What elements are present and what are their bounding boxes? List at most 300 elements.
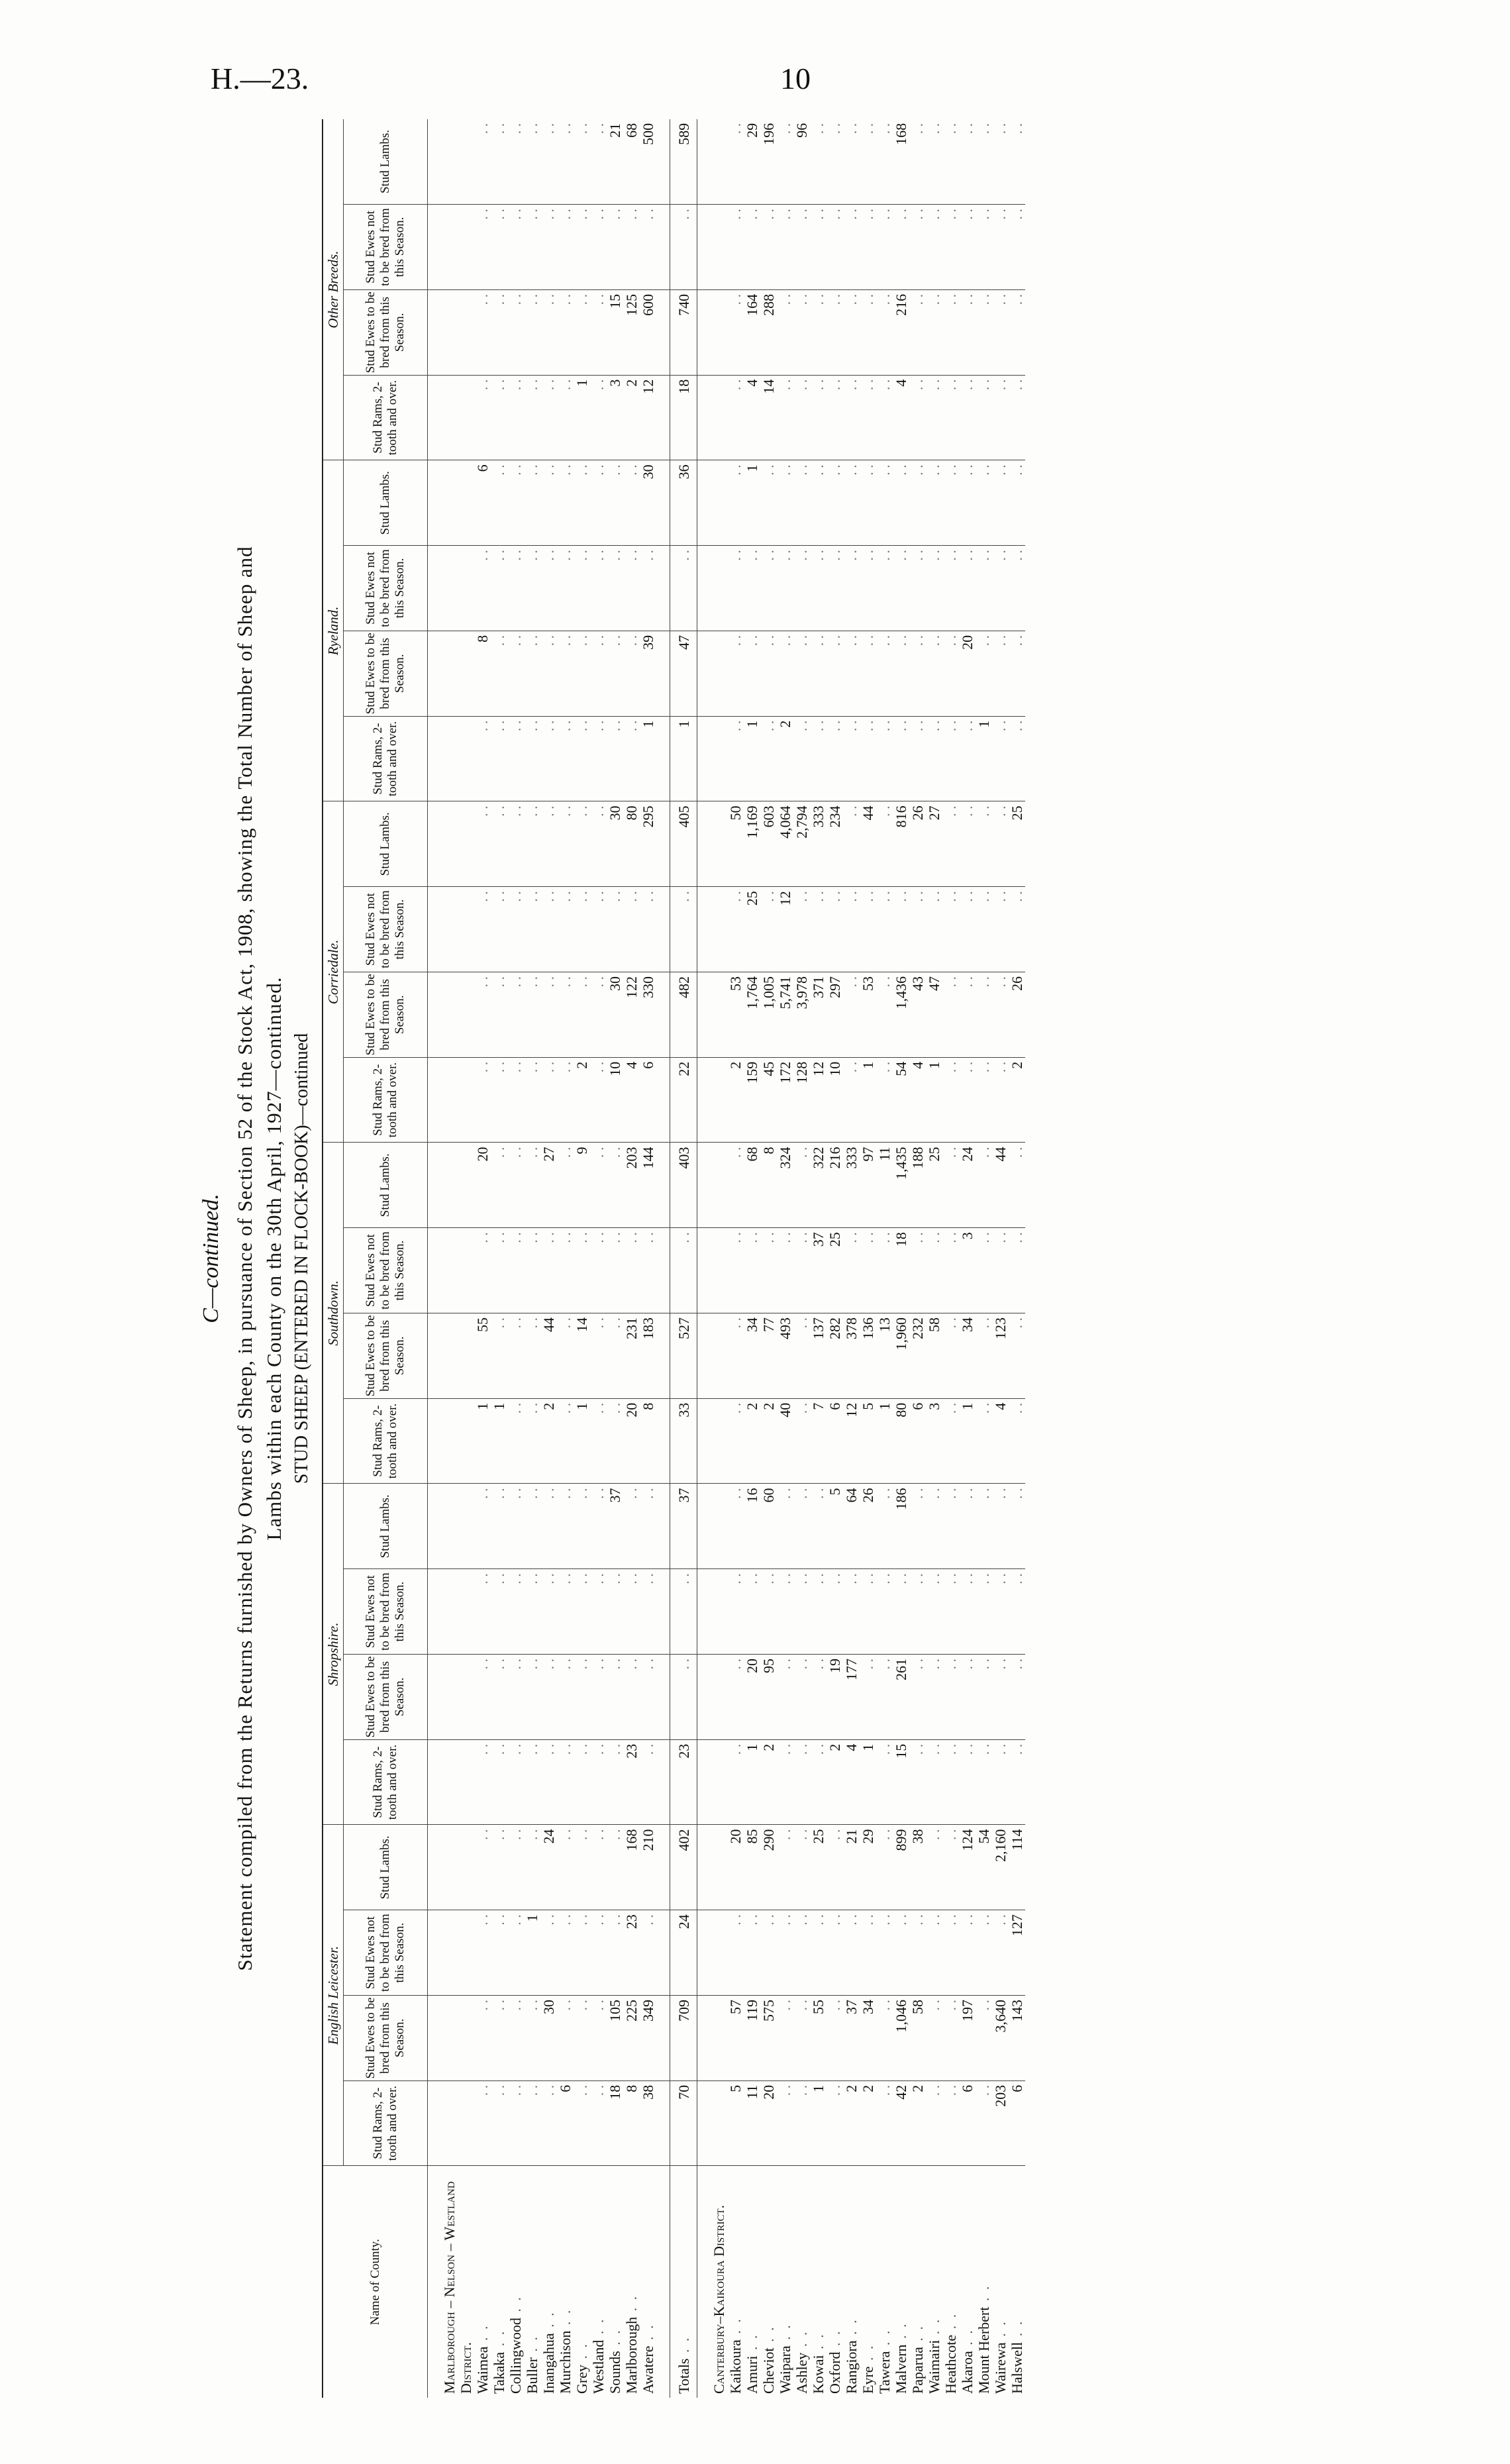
table-cell: . . [876, 460, 893, 546]
table-cell: 13 [876, 1313, 893, 1398]
county-name: Heathcote [942, 2334, 959, 2394]
table-cell: . . [860, 119, 876, 205]
table-cell: . . [760, 716, 777, 801]
table-cell: . . [909, 1654, 926, 1739]
table-cell: 30 [540, 1996, 557, 2081]
table-cell: . . [744, 205, 760, 290]
table-cell: 30 [607, 972, 623, 1057]
table-cell: 25 [926, 1143, 942, 1228]
table-cell: 18 [607, 2080, 623, 2166]
table-cell: . . [1009, 1739, 1025, 1825]
table-cell: . . [810, 375, 827, 460]
table-cell: 295 [640, 801, 656, 887]
table-cell: . . [727, 119, 744, 205]
table-cell: . . [992, 460, 1009, 546]
table-cell: 288 [760, 289, 777, 375]
table-cell: . . [590, 887, 607, 972]
table-cell: 2 [843, 2080, 860, 2166]
table-cell: . . [557, 1398, 574, 1484]
table-cell: . . [942, 887, 959, 972]
table-cell: . . [524, 2080, 540, 2166]
table-cell: . . [827, 716, 843, 801]
table-cell: 39 [640, 631, 656, 716]
table-cell: . . [793, 1569, 810, 1655]
table-cell: . . [926, 1910, 942, 1996]
table-cell: 23 [623, 1910, 640, 1996]
table-cell: . . [827, 460, 843, 546]
table-cell: . . [491, 1910, 507, 1996]
table-cell: 2,794 [793, 801, 810, 887]
table-cell: . . [1009, 887, 1025, 972]
table-cell: . . [959, 375, 976, 460]
table-cell: . . [540, 375, 557, 460]
table-row: Takaka . . . . . . . . . . . . . . . . . . 1 . . . . . . . . . . . . . . . . . . . . . . . . . . . . . . [491, 119, 507, 2398]
table-cell: 44 [860, 801, 876, 887]
county-name: Grey [574, 2365, 590, 2394]
table-cell: . . [557, 1057, 574, 1143]
table-cell: . . [540, 631, 557, 716]
table-cell: 60 [760, 1484, 777, 1569]
table-cell: . . [793, 1654, 810, 1739]
table-cell: . . [540, 1057, 557, 1143]
table-cell: . . [607, 1569, 623, 1655]
table-cell: . . [777, 631, 793, 716]
table-row: Westland . . . . . . . . . . . . . . . . . . . . . . . . . . . . . . . . . . . . . . . . . . . . . . . . . . [590, 119, 607, 2398]
county-name: Collingwood [507, 2318, 524, 2394]
table-cell: . . [827, 289, 843, 375]
table-cell: 7 [810, 1398, 827, 1484]
table-cell: . . [992, 205, 1009, 290]
table-cell: 54 [976, 1825, 992, 1910]
table-cell: . . [942, 1484, 959, 1569]
table-cell: 1 [640, 716, 656, 801]
table-cell: . . [607, 1313, 623, 1398]
table-cell: 1,005 [760, 972, 777, 1057]
table-cell: . . [574, 972, 590, 1057]
table-cell: . . [574, 1996, 590, 2081]
table-cell: . . [507, 289, 524, 375]
table-cell: . . [926, 1228, 942, 1313]
table-cell: . . [860, 205, 876, 290]
table-cell: . . [992, 1057, 1009, 1143]
table-cell: . . [574, 887, 590, 972]
table-cell: . . [843, 631, 860, 716]
table-cell: 322 [810, 1143, 827, 1228]
county-name: Ashley [793, 2352, 810, 2394]
table-cell: 16 [744, 1484, 760, 1569]
table-cell: . . [942, 2080, 959, 2166]
subcolumn-header: Stud Ewes to be bred from this Season. [344, 289, 428, 375]
table-cell: . . [640, 1484, 656, 1569]
table-cell: . . [843, 1228, 860, 1313]
district-heading: Canterbury–Kaikoura District. [711, 2204, 727, 2394]
table-cell: . . [760, 205, 777, 290]
table-cell: 816 [893, 801, 909, 887]
table-cell: . . [1009, 1654, 1025, 1739]
table-cell: 54 [893, 1057, 909, 1143]
table-cell: . . [942, 119, 959, 205]
table-cell: . . [623, 205, 640, 290]
table-cell: 1,435 [893, 1143, 909, 1228]
table-cell: 210 [640, 1825, 656, 1910]
table-cell: 20 [744, 1654, 760, 1739]
table-cell: . . [623, 887, 640, 972]
table-cell: 3 [607, 375, 623, 460]
table-cell: 47 [926, 972, 942, 1057]
table-cell: . . [557, 546, 574, 631]
table-cell: 2 [623, 375, 640, 460]
table-cell: . . [590, 1313, 607, 1398]
table-cell: 14 [574, 1313, 590, 1398]
table-cell: . . [827, 2080, 843, 2166]
table-cell: . . [876, 205, 893, 290]
table-cell: . . [810, 289, 827, 375]
table-cell: . . [623, 716, 640, 801]
table-cell: 85 [744, 1825, 760, 1910]
county-name: Murchison [557, 2330, 574, 2394]
table-row: Grey . . . . . . . . . . . . . . . . . . 1 14 . . 9 2 . . . . . . . . . . . . . . 1 . . . . . . [574, 119, 590, 2398]
table-cell: . . [876, 801, 893, 887]
table-cell: . . [876, 887, 893, 972]
table-cell: 172 [777, 1057, 793, 1143]
table-cell: 136 [860, 1313, 876, 1398]
table-cell: . . [524, 1825, 540, 1910]
table-cell: . . [843, 801, 860, 887]
table-cell: . . [607, 631, 623, 716]
table-cell: . . [793, 2080, 810, 2166]
table-cell: . . [557, 801, 574, 887]
table-cell: . . [827, 375, 843, 460]
table-cell: . . [507, 546, 524, 631]
table-cell: . . [926, 1654, 942, 1739]
table-cell: 29 [860, 1825, 876, 1910]
table-cell: 1 [860, 1057, 876, 1143]
table-row: Paparua . . 2 58 . . 38 . . . . . . . . 6 232 . . 188 4 43 . . 26 . . . . . . . . . . . . . . . . [909, 119, 926, 2398]
table-cell: 10 [827, 1057, 843, 1143]
table-cell: 8 [760, 1143, 777, 1228]
table-cell: . . [793, 289, 810, 375]
table-cell: 38 [909, 1825, 926, 1910]
table-cell: . . [540, 205, 557, 290]
table-cell: 493 [777, 1313, 793, 1398]
table-cell: . . [491, 1739, 507, 1825]
table-cell: . . [777, 1996, 793, 2081]
table-cell: . . [623, 546, 640, 631]
subcolumn-header: Stud Rams, 2-tooth and over. [344, 2080, 428, 2166]
subcolumn-header: Stud Ewes to be bred from this Season. [344, 1313, 428, 1398]
table-cell: . . [843, 1910, 860, 1996]
table-cell: . . [959, 1654, 976, 1739]
table-cell: 216 [827, 1143, 843, 1228]
table-cell: 58 [926, 1313, 942, 1398]
table-cell: . . [557, 1143, 574, 1228]
table-cell: . . [942, 631, 959, 716]
table-cell: . . [760, 1228, 777, 1313]
table-cell: . . [959, 119, 976, 205]
table-cell: . . [574, 1739, 590, 1825]
table-cell: . . [574, 205, 590, 290]
table-cell: 2,160 [992, 1825, 1009, 1910]
table-cell: 23 [670, 1739, 697, 1825]
table-cell: . . [942, 375, 959, 460]
table-cell: . . [727, 546, 744, 631]
table-cell: 125 [623, 289, 640, 375]
table-cell: 105 [607, 1996, 623, 2081]
table-cell: . . [810, 1739, 827, 1825]
table-cell: . . [1009, 205, 1025, 290]
table-cell: . . [491, 1313, 507, 1398]
table-cell: 2 [540, 1398, 557, 1484]
table-cell: 1 [860, 1739, 876, 1825]
table-cell: 8 [640, 1398, 656, 1484]
table-cell: . . [1009, 1484, 1025, 1569]
table-cell: . . [827, 1910, 843, 1996]
table-cell: . . [607, 205, 623, 290]
table-cell: . . [942, 289, 959, 375]
table-cell: . . [491, 801, 507, 887]
county-name: Wairewa [992, 2342, 1009, 2394]
table-cell: . . [507, 1057, 524, 1143]
table-cell: . . [574, 801, 590, 887]
table-cell: . . [926, 716, 942, 801]
table-cell: . . [574, 1825, 590, 1910]
table-cell: . . [607, 1739, 623, 1825]
table-cell: 55 [474, 1313, 491, 1398]
table-cell: . . [574, 119, 590, 205]
table-cell: . . [623, 1569, 640, 1655]
table-cell: . . [793, 1825, 810, 1910]
table-cell: 43 [909, 972, 926, 1057]
table-cell: . . [540, 1654, 557, 1739]
table-row: Akaroa . . 6 197 . . 124 . . . . . . . . 1 34 3 24 . . . . . . . . . . 20 . . . . . . . . . . . . [959, 119, 976, 2398]
table-cell: . . [590, 1143, 607, 1228]
table-cell: 18 [893, 1228, 909, 1313]
table-cell: . . [909, 375, 926, 460]
table-cell: 197 [959, 1996, 976, 2081]
table-cell: . . [744, 1910, 760, 1996]
table-cell: 482 [670, 972, 697, 1057]
table-cell: . . [959, 1910, 976, 1996]
table-cell: 234 [827, 801, 843, 887]
table-cell: . . [574, 631, 590, 716]
table-cell: 137 [810, 1313, 827, 1398]
table-cell: 405 [670, 801, 697, 887]
table-cell: . . [590, 1569, 607, 1655]
table-cell: . . [491, 631, 507, 716]
table-cell: . . [843, 716, 860, 801]
table-cell: . . [793, 546, 810, 631]
table-row: Amuri . . 11 119 . . 85 1 20 . . 16 2 34 . . 68 159 1,764 25 1,169 1 . . . . 1 4 164 . . 29 [744, 119, 760, 2398]
table-cell: . . [926, 205, 942, 290]
table-cell: . . [976, 801, 992, 887]
table-cell: 29 [744, 119, 760, 205]
table-cell: . . [474, 887, 491, 972]
table-cell: 26 [909, 801, 926, 887]
table-cell: . . [992, 1654, 1009, 1739]
table-cell: . . [926, 2080, 942, 2166]
table-cell: 5 [860, 1398, 876, 1484]
table-cell: 600 [640, 289, 656, 375]
table-cell: . . [574, 546, 590, 631]
table-cell: . . [959, 460, 976, 546]
table-cell: . . [777, 546, 793, 631]
table-cell: . . [909, 1739, 926, 1825]
table-cell: . . [524, 716, 540, 801]
subcolumn-header: Stud Rams, 2-tooth and over. [344, 1739, 428, 1825]
table-cell: . . [860, 289, 876, 375]
table-cell: 371 [810, 972, 827, 1057]
table-cell: . . [893, 1910, 909, 1996]
table-cell: 282 [827, 1313, 843, 1398]
breed-header: Shropshire. [323, 1484, 344, 1825]
table-cell: . . [976, 1739, 992, 1825]
table-cell: . . [976, 546, 992, 631]
table-cell: . . [810, 1654, 827, 1739]
table-cell: 58 [909, 1996, 926, 2081]
table-cell: . . [474, 375, 491, 460]
table-cell: . . [670, 205, 697, 290]
table-cell: 144 [640, 1143, 656, 1228]
table-cell: 25 [1009, 801, 1025, 887]
table-cell: . . [760, 1910, 777, 1996]
table-cell: 709 [670, 1996, 697, 2081]
table-cell: . . [744, 546, 760, 631]
subcolumn-header: Stud Rams, 2-tooth and over. [344, 1057, 428, 1143]
table-caption: C—continued. [199, 1194, 223, 1323]
table-cell: . . [959, 801, 976, 887]
table-cell: . . [727, 205, 744, 290]
table-cell: 119 [744, 1996, 760, 2081]
table-cell: . . [590, 205, 607, 290]
table-cell: . . [942, 1569, 959, 1655]
table-cell: 12 [843, 1398, 860, 1484]
table-cell: 30 [640, 460, 656, 546]
table-cell: . . [810, 1910, 827, 1996]
table-cell: . . [827, 1996, 843, 2081]
table-cell: . . [590, 1910, 607, 1996]
table-cell: . . [926, 1739, 942, 1825]
table-cell: 128 [793, 1057, 810, 1143]
table-cell: . . [524, 1569, 540, 1655]
table-cell: . . [876, 631, 893, 716]
table-cell: 25 [827, 1228, 843, 1313]
table-cell: 2 [744, 1398, 760, 1484]
table-cell: 203 [992, 2080, 1009, 2166]
table-cell: . . [507, 1313, 524, 1398]
table-cell: 25 [744, 887, 760, 972]
table-cell: . . [876, 972, 893, 1057]
table-cell: . . [474, 1996, 491, 2081]
table-cell: . . [760, 631, 777, 716]
table-cell: . . [474, 1654, 491, 1739]
table-cell: 123 [992, 1313, 1009, 1398]
table-cell: . . [777, 1484, 793, 1569]
report-code: H.—23. [211, 62, 309, 95]
table-cell: . . [992, 716, 1009, 801]
table-cell: . . [876, 1996, 893, 2081]
table-cell: . . [942, 972, 959, 1057]
table-cell: . . [777, 1825, 793, 1910]
table-cell: 6 [557, 2080, 574, 2166]
table-cell: . . [524, 460, 540, 546]
table-cell: 37 [670, 1484, 697, 1569]
table-cell: 24 [959, 1143, 976, 1228]
table-cell: 57 [727, 1996, 744, 2081]
table-cell: . . [507, 375, 524, 460]
table-cell: . . [607, 1398, 623, 1484]
table-cell: . . [909, 1569, 926, 1655]
table-cell: . . [474, 546, 491, 631]
table-cell: . . [976, 887, 992, 972]
table-cell: . . [777, 1739, 793, 1825]
table-cell: . . [992, 801, 1009, 887]
table-cell: . . [926, 1996, 942, 2081]
table-cell: . . [557, 1825, 574, 1910]
table-cell: . . [843, 375, 860, 460]
table-cell: 127 [1009, 1910, 1025, 1996]
table-cell: 20 [760, 2080, 777, 2166]
table-cell: 177 [843, 1654, 860, 1739]
table-cell: . . [876, 119, 893, 205]
table-cell: . . [810, 631, 827, 716]
table-cell: . . [893, 716, 909, 801]
table-cell: . . [893, 460, 909, 546]
table-cell: 297 [827, 972, 843, 1057]
subcolumn-header: Stud Ewes to be bred from this Season. [344, 1996, 428, 2081]
table-cell: . . [976, 631, 992, 716]
table-cell: . . [860, 1910, 876, 1996]
table-cell: . . [524, 1228, 540, 1313]
table-cell: . . [843, 460, 860, 546]
table-cell: . . [827, 1569, 843, 1655]
table-cell: . . [793, 1398, 810, 1484]
table-cell: . . [860, 1569, 876, 1655]
table-cell: . . [777, 1228, 793, 1313]
table-cell: . . [590, 1057, 607, 1143]
table-cell: 34 [860, 1996, 876, 2081]
table-cell: . . [942, 460, 959, 546]
table-cell: . . [1009, 460, 1025, 546]
table-cell: . . [793, 1910, 810, 1996]
table-cell: . . [540, 801, 557, 887]
table-cell: 324 [777, 1143, 793, 1228]
table-cell: 261 [893, 1654, 909, 1739]
table-cell: 168 [893, 119, 909, 205]
table-cell: . . [557, 631, 574, 716]
table-cell: 11 [876, 1143, 893, 1228]
stud-sheep-table [322, 119, 1025, 2398]
table-cell: . . [909, 631, 926, 716]
table-cell: . . [992, 631, 1009, 716]
table-cell: . . [827, 887, 843, 972]
table-cell: . . [491, 1057, 507, 1143]
table-cell: 47 [670, 631, 697, 716]
table-cell: . . [607, 1910, 623, 1996]
table-cell: . . [942, 546, 959, 631]
table-cell: . . [491, 1143, 507, 1228]
table-cell: . . [607, 1825, 623, 1910]
table-cell: 1 [744, 716, 760, 801]
table-cell: 290 [760, 1825, 777, 1910]
table-cell: 68 [623, 119, 640, 205]
table-cell: . . [777, 375, 793, 460]
table-cell: 231 [623, 1313, 640, 1398]
table-cell: . . [860, 375, 876, 460]
table-row: Inangahua . . . . 30 . . 24 . . . . . . . . 2 44 . . 27 . . . . . . . . . . . . . . . . . . . . . . . . [540, 119, 557, 2398]
table-cell: . . [744, 631, 760, 716]
table-cell: 6 [909, 1398, 926, 1484]
table-cell: . . [959, 546, 976, 631]
